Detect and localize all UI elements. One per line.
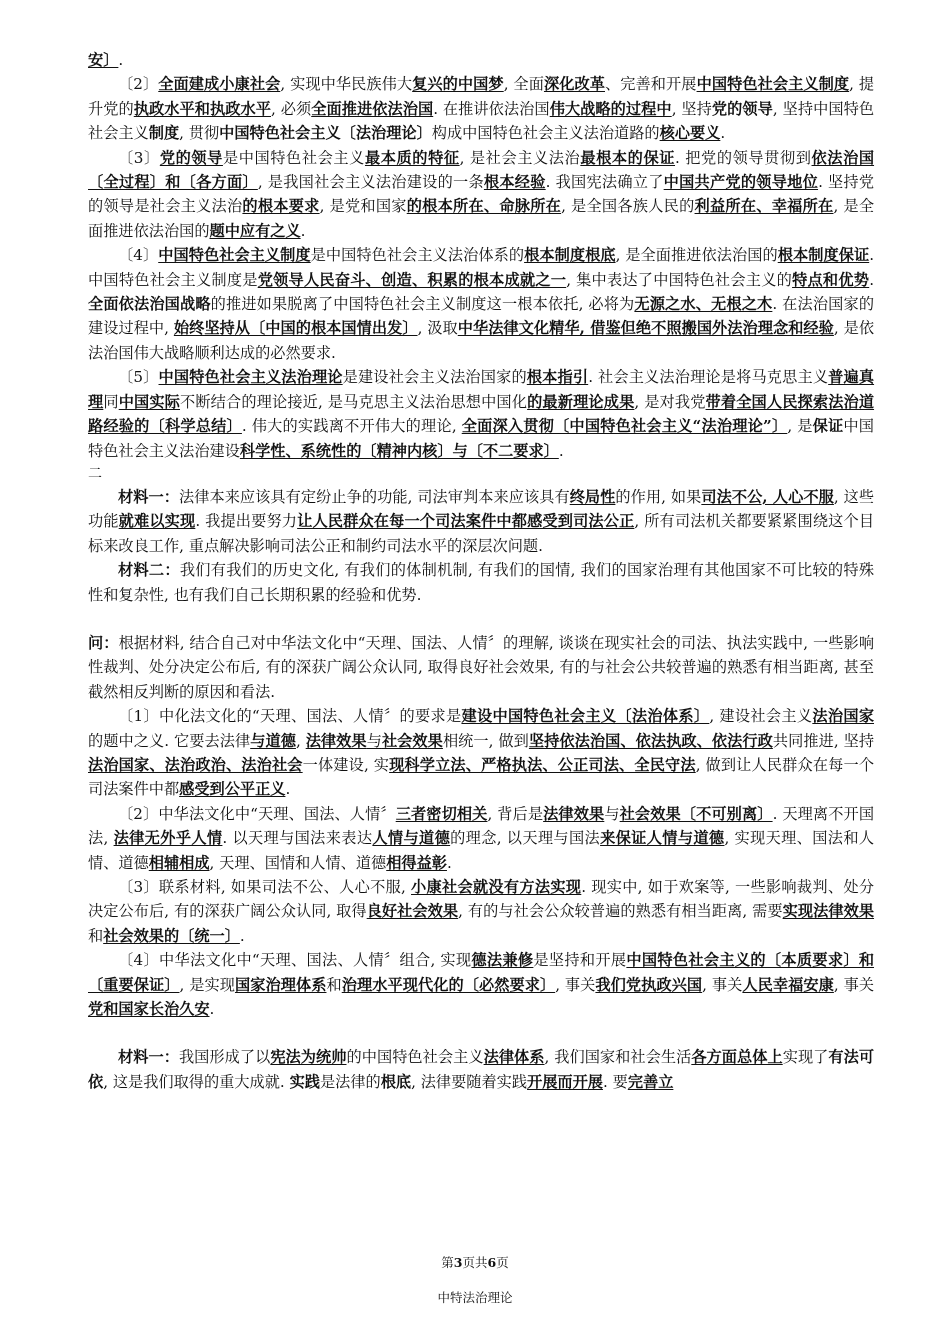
bold-text: 问：: [88, 633, 119, 652]
emphasis-text: 始终坚持从〔中国的根本国情出发〕: [173, 319, 418, 338]
emphasis-text: 法律无外乎人情: [113, 829, 223, 848]
text-run: , 实现中华民族伟大: [280, 75, 413, 94]
emphasis-text: 执政水平和执政水平: [133, 99, 271, 118]
emphasis-text: 根本制度保证: [777, 246, 870, 265]
text-run: 我们有我们的历史文化, 有我们的体制机制, 有我们的国情, 我们的国家治理有其他国家不可比较的特殊性和复杂性, 也有我们自己长期积累的经验和优势.: [88, 561, 875, 604]
emphasis-text: 国家治理体系: [234, 975, 327, 994]
emphasis-text: 复兴的中国梦: [412, 75, 504, 94]
section-mark: 二: [88, 465, 102, 482]
bold-text: 材料一：: [118, 487, 179, 506]
text-run: 是法律的: [319, 1072, 381, 1091]
material-one: [88, 485, 874, 558]
text-run: 与: [604, 804, 620, 823]
emphasis-text: 就难以实现: [118, 512, 196, 531]
text-run: . 在法治国家的建设过程中,: [88, 295, 875, 338]
text-run: . 天理离不开国法,: [88, 804, 875, 848]
emphasis-text: 相得益彰: [386, 853, 447, 872]
paragraph-point-3: [88, 146, 874, 244]
text-run: 同: [103, 392, 119, 411]
emphasis-text: 中国特色社会主义制度: [696, 75, 850, 94]
emphasis-text: 中国特色社会主义法治理论: [158, 368, 343, 387]
answer-point-1: [88, 704, 874, 802]
emphasis-text: 最根本的保证: [580, 148, 676, 167]
text-run: .: [285, 780, 291, 799]
bold-text: 材料一：: [118, 1048, 179, 1067]
text-run: 相统一, 做到: [442, 731, 529, 750]
emphasis-text: 科学性、系统性的〔精神内核〕与〔不二要求〕: [239, 441, 559, 460]
paragraph-point-2: [88, 72, 874, 145]
text-run: 〔1〕中化法文化的“天理、国法、人情〞的要求是: [118, 707, 462, 726]
text-run: .: [209, 1000, 215, 1019]
text-run: , 有的与社会公众较普遍的熟悉有相当距离, 需要: [458, 902, 783, 921]
emphasis-text: 社会效果的〔统一〕: [103, 926, 240, 945]
bold-text: 有法可依: [88, 1048, 875, 1091]
page-prefix: 第: [441, 1255, 454, 1270]
emphasis-text: 法律体系: [483, 1048, 545, 1067]
emphasis-text: 让人民群众在每一个司法案件中都感受到司法公正: [297, 512, 635, 531]
text-run: , 做到让人民群众在每一个司法案件中都: [88, 755, 875, 799]
emphasis-text: 的根本要求: [242, 197, 320, 216]
text-run: 的中国特色社会主义: [346, 1048, 484, 1067]
emphasis-text: 利益所在、幸福所在: [694, 197, 834, 216]
page-suffix: 页: [496, 1255, 509, 1270]
emphasis-text: 深化改革: [543, 75, 605, 94]
text-run: , 事关: [833, 975, 875, 994]
bold-text: 中国特色社会主义〔法治理论〕: [219, 124, 432, 143]
emphasis-text: 党的领导: [159, 148, 223, 167]
text-run: , 所有司法机关都要紧紧围绕这个目标来改良工作, 重点解决影响司法公正和制约司法水平的深层次问题.: [88, 512, 875, 555]
emphasis-text: 题中应有之义: [209, 221, 301, 240]
page-number: [0, 1255, 950, 1271]
bold-text: 党的领导: [711, 99, 773, 118]
text-run: . 坚持党的领导是社会主义法治: [88, 173, 875, 216]
emphasis-text: 根本经验: [483, 173, 546, 192]
emphasis-text: 人民幸福安康: [742, 975, 834, 994]
emphasis-text: 现科学立法、严格执法、公正司法、全民守法: [389, 755, 696, 774]
text-run: . 要: [602, 1072, 628, 1091]
text-run: 法律本来应该具有定纷止争的功能, 司法审判本来应该具有: [178, 487, 570, 506]
emphasis-text: 德法兼修: [471, 951, 534, 970]
text-run: .: [300, 221, 306, 240]
emphasis-text: 法治国家: [812, 707, 875, 726]
emphasis-text: 小康社会就没有方法实现: [411, 878, 582, 896]
text-run: . 中国特色社会主义制度是: [88, 246, 875, 289]
emphasis-text: 终局性: [569, 487, 616, 506]
text-run: 〔4〕中华法文化中“天理、国法、人情〞组合, 实现: [118, 951, 472, 970]
text-run: , 是社会主义法治: [459, 148, 581, 167]
text-run: 的理念, 以天理与国法: [450, 829, 601, 848]
text-run: , 贯彻: [179, 124, 220, 143]
emphasis-text: 依法治国〔全过程〕和〔各方面〕: [88, 148, 875, 192]
text-run: . 我国宪法确立了: [545, 173, 664, 192]
text-run: , 这些功能: [88, 487, 875, 531]
text-run: , 这是我们取得的重大成就.: [103, 1072, 290, 1091]
text-run: , 是全面推进依法治国的: [615, 246, 778, 265]
emphasis-text: 中国实际: [118, 392, 181, 411]
text-run: 〔5〕: [118, 368, 159, 387]
text-run: . 现实中, 如于欢案等, 一些影响裁判、处分决定公布后, 有的深获广阔公众认同, 取得: [88, 878, 875, 921]
emphasis-text: 司法不公, 人心不服: [701, 487, 834, 506]
text-run: , 法律要随着实践: [411, 1072, 528, 1091]
paragraph-point-4: [88, 243, 874, 365]
paragraph-point-5: [88, 365, 874, 463]
text-run: , 我们国家和社会生活: [544, 1048, 692, 1067]
text-run: 是中国特色社会主义法治体系的: [310, 246, 525, 265]
text-run: , 是我国社会主义法治建设的一条: [257, 173, 484, 192]
emphasis-text: 建设中国特色社会主义〔法治体系〕: [461, 707, 710, 726]
text-run: 我国形成了以: [178, 1048, 271, 1067]
emphasis-text: 的最新理论成果: [527, 392, 635, 411]
emphasis-text: 人情与道德: [372, 829, 451, 848]
bold-text: 根底: [380, 1072, 412, 1091]
emphasis-text: 中国特色社会主义制度: [158, 246, 311, 265]
emphasis-text: 我们党执政兴国: [595, 975, 703, 994]
emphasis-text: 坚持依法治国、依法执政、依法行政: [528, 731, 773, 750]
emphasis-text: 全面推进依法治国: [311, 99, 434, 118]
text-run: , 事关: [702, 975, 743, 994]
continuation-line: [88, 48, 874, 72]
emphasis-text: 安〕: [88, 51, 119, 69]
emphasis-text: 党领导人民奋斗、创造、积累的根本成就之一: [257, 270, 567, 289]
text-run: 的题中之义. 它要去法律: [88, 731, 251, 750]
emphasis-text: 实现法律效果: [782, 902, 875, 921]
emphasis-text: 法律效果: [305, 731, 367, 750]
answer-point-2: [88, 802, 874, 875]
blank-gap-2: [88, 1021, 874, 1045]
text-run: 中国特色社会主义法治建设: [88, 417, 874, 460]
bold-text: 制度: [148, 124, 180, 143]
text-run: , 必须: [271, 99, 312, 118]
emphasis-text: 带着全国人民探索法治道路经验的〔科学总结〕: [88, 392, 875, 436]
bold-text: 材料二：: [118, 561, 180, 580]
text-run: 〔2〕: [118, 75, 159, 94]
text-run: , 是党和国家: [319, 197, 407, 216]
text-run: , 实现天理、国法和人情、道德: [88, 829, 875, 872]
text-run: 是坚持和开展: [533, 951, 627, 970]
text-run: , 是全面推进依法治国的: [88, 197, 875, 240]
text-run: 根据材料, 结合自己对中华法文化中“天理、国法、人情〞的理解, 谈谈在现实社会的司法、执法实践中, 一些影响性裁判、处分决定公布后, 有的深获广阔公众认同, 取得良好社会效果, 有的与社会公共较普遍的熟悉有相当距离, 甚至截然相反判断的原因和看法.: [88, 633, 875, 701]
emphasis-text: 全面深入贯彻〔中国特色社会主义“法治理论”〕: [461, 417, 788, 436]
text-run: 共同推进, 坚持: [772, 731, 875, 750]
text-run: 构成中国特色社会主义法治道路的: [431, 124, 660, 143]
text-run: . 在推讲依法治国: [433, 99, 550, 118]
text-run: ,: [295, 731, 306, 750]
page-current: 3: [453, 1255, 463, 1270]
text-run: . 把党的领导贯彻到: [675, 148, 812, 167]
page-total: 6: [487, 1255, 497, 1270]
emphasis-text: 无源之水、无根之木: [634, 295, 773, 314]
emphasis-text: 党和国家长治久安: [88, 1000, 210, 1019]
emphasis-text: 根本指引: [526, 368, 589, 387]
text-run: , 提升党的: [88, 75, 875, 118]
answer-point-4: [88, 948, 874, 1021]
emphasis-text: 来保证人情与道德: [600, 829, 725, 848]
question-paragraph: [88, 631, 874, 704]
emphasis-text: 开展而开展: [527, 1072, 603, 1091]
material-one-next: [88, 1045, 874, 1094]
emphasis-text: 根本制度根底: [524, 246, 616, 265]
text-run: . 我提出要努力: [195, 512, 298, 531]
text-run: , 是对我党: [634, 392, 706, 411]
text-run: 和: [88, 926, 104, 945]
bold-text: 保证: [812, 417, 844, 436]
text-run: .: [869, 270, 875, 289]
bold-text: 实践: [289, 1072, 320, 1091]
page-middle: 页共: [462, 1255, 488, 1270]
text-run: . 社会主义法治理论是将马克思主义: [588, 368, 829, 387]
text-run: , 是: [787, 417, 813, 436]
text-run: . 以天理与国法来表达: [222, 829, 373, 848]
text-run: 是建设社会主义法治国家的: [342, 368, 527, 387]
text-run: 实现了: [782, 1048, 829, 1067]
emphasis-text: 感受到公平正义: [179, 780, 286, 799]
emphasis-text: 与道德: [250, 731, 296, 750]
text-run: , 建设社会主义: [709, 707, 813, 726]
emphasis-text: 良好社会效果: [366, 902, 459, 921]
text-run: , 事关: [555, 975, 596, 994]
text-run: . 伟大的实践离不开伟大的理论,: [241, 417, 462, 436]
material-two: [88, 558, 874, 607]
text-run: 的推进如果脱离了中国特色社会主义制度这一根本依托, 必将为: [210, 295, 635, 314]
text-run: 〔3〕: [118, 148, 160, 167]
text-run: 的作用, 如果: [615, 487, 702, 506]
text-run: .: [118, 51, 124, 69]
emphasis-text: 相辅相成: [148, 853, 210, 872]
emphasis-text: 中国共产党的领导地位: [663, 173, 819, 192]
emphasis-text: 中国特色社会主义的〔本质要求〕和〔重要保证〕: [88, 951, 875, 994]
text-run: , 是依法治国伟大战略顺利达成的必然要求.: [88, 319, 875, 362]
text-run: 〔3〕联系材料, 如果司法不公、人心不服,: [118, 878, 412, 896]
emphasis-text: 治理水平现代化的〔必然要求〕: [341, 975, 556, 994]
text-run: 是中国特色社会主义: [222, 148, 365, 167]
text-run: , 背后是: [487, 804, 544, 823]
emphasis-text: 全面建成小康社会: [158, 75, 281, 94]
text-run: .: [720, 124, 726, 143]
blank-gap: [88, 607, 874, 631]
text-run: , 是全国各族人民的: [561, 197, 695, 216]
emphasis-text: 最本质的特征: [364, 148, 460, 167]
text-run: 一体建设, 实: [302, 755, 390, 774]
emphasis-text: 完善立: [627, 1072, 674, 1091]
text-run: 和: [326, 975, 342, 994]
text-run: 、完善和开展: [605, 75, 697, 94]
text-run: , 坚持: [671, 99, 712, 118]
text-run: .: [558, 441, 564, 460]
emphasis-text: 普遍真理: [88, 368, 875, 411]
text-run: , 是实现: [179, 975, 235, 994]
text-run: , 全面: [503, 75, 544, 94]
text-run: .: [446, 853, 452, 872]
text-run: 〔4〕: [118, 246, 159, 265]
emphasis-text: 中华法律文化精华, 借鉴但绝不照搬国外法治理念和经验: [457, 319, 834, 338]
emphasis-text: 的根本所在、命脉所在: [406, 197, 562, 216]
emphasis-text: 各方面总体上: [691, 1048, 783, 1067]
emphasis-text: 核心要义: [659, 124, 721, 143]
emphasis-text: 伟大战略的过程中: [549, 99, 672, 118]
emphasis-text: 特点和优势: [792, 270, 870, 289]
document-body: [88, 48, 874, 1094]
emphasis-text: 宪法为统帅: [270, 1048, 347, 1067]
text-run: 〔2〕中华法文化中“天理、国法、人情〞: [118, 804, 396, 823]
text-run: .: [239, 926, 245, 945]
text-run: 与: [366, 731, 382, 750]
emphasis-text: 法律效果: [543, 804, 605, 823]
answer-point-3: [88, 875, 874, 948]
text-run: , 天理、国情和人情、道德: [209, 853, 387, 872]
emphasis-text: 三者密切相关: [395, 804, 488, 823]
emphasis-text: 社会效果〔不可别离〕: [619, 804, 773, 823]
bold-text: 全面依法治国战略: [88, 295, 211, 314]
text-run: 不断结合的理论接近, 是马克思主义法治思想中国化: [180, 392, 528, 411]
text-run: , 汲取: [417, 319, 458, 338]
text-run: , 集中表达了中国特色社会主义的: [566, 270, 793, 289]
emphasis-text: 社会效果: [381, 731, 443, 750]
document-name: 中特法治理论: [437, 1290, 513, 1305]
emphasis-text: 法治国家、法治政治、法治社会: [88, 755, 303, 774]
text-run: , 坚持中国特色社会主义: [88, 99, 875, 143]
